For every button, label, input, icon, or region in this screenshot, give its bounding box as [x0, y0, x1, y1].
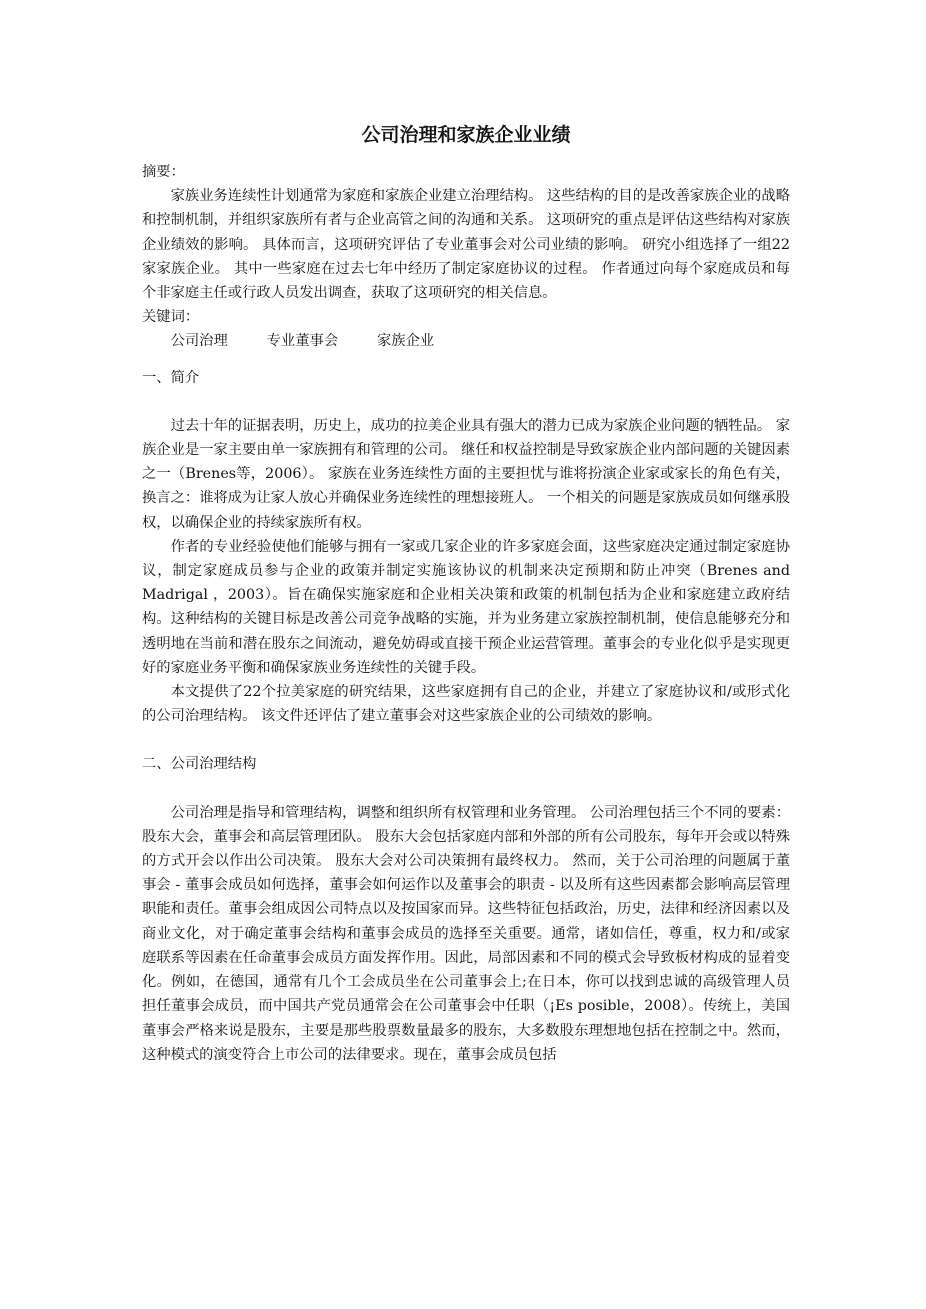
section-heading-intro: 一、简介 [142, 369, 200, 386]
spacer [142, 728, 790, 752]
spacer [142, 390, 790, 414]
keywords-label: 关键词： [142, 309, 200, 326]
keywords-list [142, 329, 790, 353]
document-body [142, 120, 790, 1067]
intro-paragraph-3: 本文提供了22个拉美家庭的研究结果，这些家庭拥有自己的企业，并建立了家庭协议和/或形式化的公司治理结构。 该文件还评估了建立董事会对这些家族企业的公司绩效的影响。 [142, 684, 790, 725]
governance-paragraph-1: 公司治理是指导和管理结构，调整和组织所有权管理和业务管理。 公司治理包括三个不同的要素：股东大会，董事会和高层管理团队。 股东大会包括家庭内部和外部的所有公司股东，每年开会或以特殊的方式开会以作出公司决策。 股东大会对公司决策拥有最终权力。 然而，关于公司治理的问题属于董事会 - 董事会成员如何选择，董事会如何运作以及董事会的职责 - 以及所有这些因素都会影响高层管理职能和责任。董事会组成因公司特点以及按国家而异。这些特征包括政治，历史，法律和经济因素以及商业文化，对于确定董事会结构和董事会成员的选择至关重要。通常，诸如信任，尊重，权力和/或家庭联系等因素在任命董事会成员方面发挥作用。因此，局部因素和不同的模式会导致板材构成的显着变化。例如，在德国，通常有几个工会成员坐在公司董事会上;在日本，你可以找到忠诚的高级管理人员担任董事会成员，而中国共产党员通常会在公司董事会中任职（¡Es posible，2008）。传统上，美国董事会严格来说是股东，主要是那些股票数量最多的股东，大多数股东理想地包括在控制之中。然而，这种模式的演变符合上市公司的法律要求。现在，董事会成员包括 [142, 804, 790, 1063]
spacer [142, 777, 790, 801]
abstract-paragraph: 家族业务连续性计划通常为家庭和家族企业建立治理结构。 这些结构的目的是改善家族企业的战略和控制机制，并组织家族所有者与企业高管之间的沟通和关系。 这项研究的重点是评估这些结构对家族企业绩效的影响。 具体而言，这项研究评估了专业董事会对公司业绩的影响。 研究小组选择了一组22家家族企业。 其中一些家庭在过去七年中经历了制定家庭协议的过程。 作者通过向每个家庭成员和每个非家庭主任或行政人员发出调查，获取了这项研究的相关信息。 [142, 188, 790, 302]
keyword-item: 公司治理 [170, 333, 228, 350]
section-heading-governance: 二、公司治理结构 [142, 756, 257, 773]
abstract-label: 摘要： [142, 164, 185, 180]
intro-paragraph-2: 作者的专业经验使他们能够与拥有一家或几家企业的许多家庭会面，这些家庭决定通过制定家庭协议，制定家庭成员参与企业的政策并制定实施该协议的机制来决定预期和防止冲突（Brenes and Madrigal ，2003）。旨在确保实施家庭和企业相关决策和政策的机制包括为企业和家庭建立政府结构。这种结构的关键目标是改善公司竞争战略的实施，并为业务建立家族控制机制，使信息能够充分和透明地在当前和潜在股东之间流动，避免妨碍或直接干预企业运营管理。董事会的专业化似乎是实现更好的家庭业务平衡和确保家族业务连续性的关键手段。 [142, 538, 790, 676]
spacer [142, 354, 790, 366]
intro-paragraph-1: 过去十年的证据表明，历史上，成功的拉美企业具有强大的潜力已成为家族企业问题的牺牲品。 家族企业是一家主要由单一家族拥有和管理的公司。 继任和权益控制是导致家族企业内部问题的关键因素之一（Brenes等，2006）。 家族在业务连续性方面的主要担忧与谁将扮演企业家或家长的角色有关，换言之：谁将成为让家人放心并确保业务连续性的理想接班人。 一个相关的问题是家族成员如何继承股权，以确保企业的持续家族所有权。 [142, 417, 790, 531]
keyword-item: 家族企业 [376, 333, 435, 350]
document-title: 公司治理和家族企业业绩 [361, 124, 571, 146]
keyword-item: 专业董事会 [266, 333, 339, 350]
